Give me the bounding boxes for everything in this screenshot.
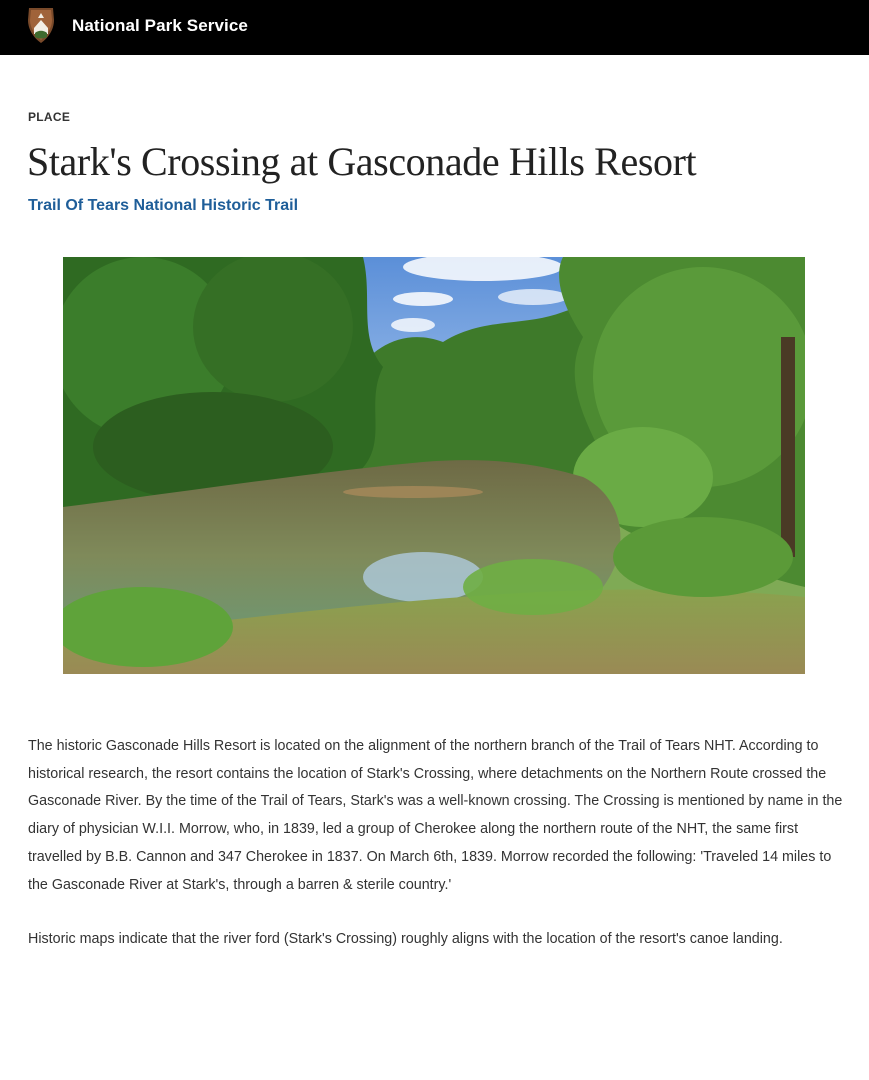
site-header: [0, 0, 869, 55]
river-landscape-photo: [63, 257, 805, 674]
article-paragraph: The historic Gasconade Hills Resort is located on the alignment of the northern branch of the Trail of Tears NHT. According to historical research, the resort contains the location of Stark's Crossing, where detachments on the Northern Route crossed the Gasconade River. By the time of the Trail of Tears, Stark's was a well-known crossing. The Crossing is mentioned by name in the diary of physician W.I.I. Morrow, who, in 1839, led a group of Cherokee along the northern route of the NHT, the same first travelled by B.B. Cannon and 347 Cherokee in 1837. On March 6th, 1839. Morrow recorded the following: 'Traveled 14 miles to the Gasconade River at Stark's, through a barren & sterile country.': [28, 738, 843, 893]
article-paragraph: Historic maps indicate that the river ford (Stark's Crossing) roughly aligns with the location of the resort's canoe landing.: [28, 931, 783, 948]
site-name-link[interactable]: National Park Service: [72, 16, 248, 35]
page-title: Stark's Crossing at Gasconade Hills Resort: [27, 139, 697, 184]
park-link[interactable]: Trail Of Tears National Historic Trail: [28, 197, 299, 214]
nps-arrowhead-icon[interactable]: [26, 6, 56, 44]
content-type-label: PLACE: [28, 110, 71, 124]
article-body: [28, 733, 850, 954]
